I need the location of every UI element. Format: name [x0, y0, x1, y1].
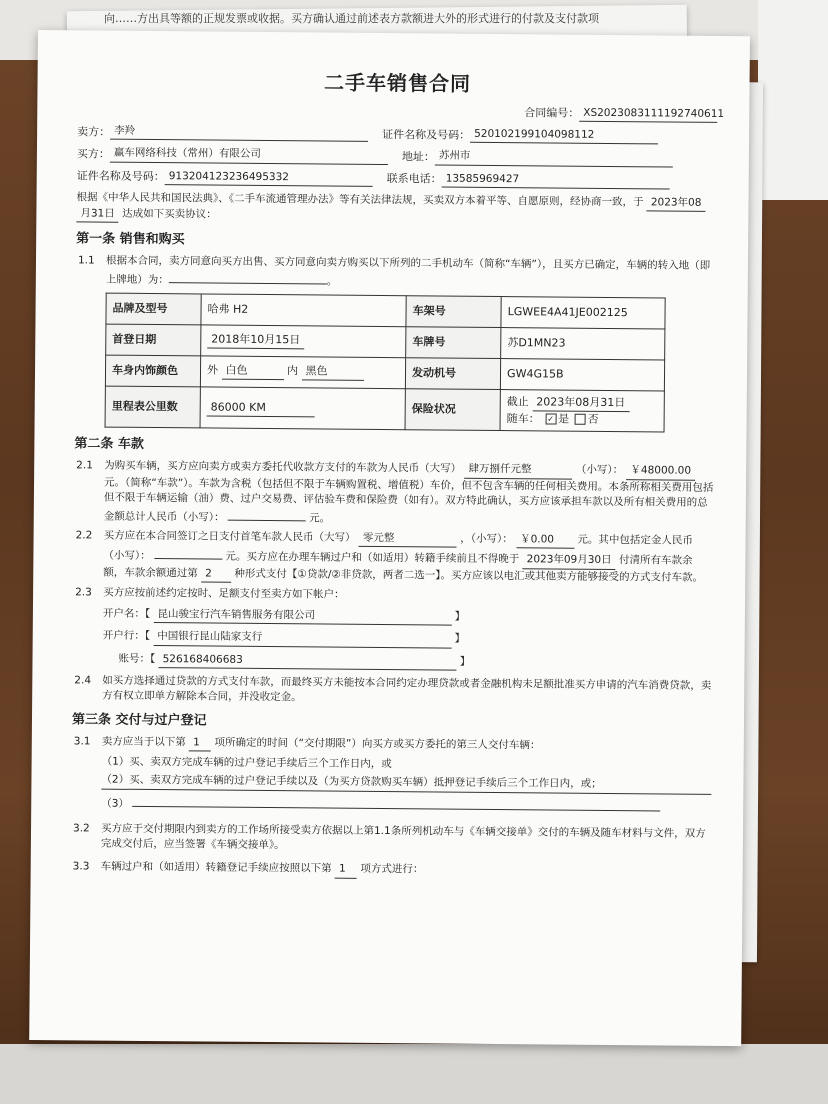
clause-text: （小写）： [575, 464, 624, 477]
clause-text: 车辆过户和（如适用）转籍登记手续应按照以下第 [100, 860, 332, 875]
underlying-sheet-text: 向……方出具等额的正规发票或收据。买方确认通过前述表方款额进大外的形式进行的付款及支付款项 [104, 12, 599, 25]
plate-label: 车牌号 [406, 326, 501, 358]
table-row [106, 293, 665, 329]
clause-text: 买方应在本合同签订之日支付首笔车款人民币（大写） [103, 529, 356, 544]
registration-date-value: 2018年10月15日 [207, 332, 304, 350]
delivery-option-1: （1）买、卖双方完成车辆的过户登记手续后三个工作日内，或 [101, 755, 392, 771]
checkbox-no-icon[interactable] [575, 414, 586, 425]
clause-number: 3.3 [72, 860, 90, 873]
clause-2-1 [74, 459, 715, 530]
buyer-address: 苏州市 [435, 149, 673, 167]
clause-text: 买方应按前述约定按时、足额支付至卖方如下帐户： [103, 586, 345, 601]
clause-number: 2.4 [74, 674, 92, 687]
contract-no: XS2023083111192740611 [579, 106, 717, 123]
delivery-option-3-blank [132, 793, 660, 812]
buyer-id-row [77, 168, 717, 190]
insurance-yes: 是 [558, 412, 570, 426]
clause-text: 买方应于交付期限内到卖方的工作场所接受卖方依据以上第1.1条所列机动车与《车辆交接单》交付的车辆及随车材料与文件，双方完成交付后，应当签署《车辆交接单》。 [100, 822, 706, 852]
price-amount: ￥48000.00 [626, 463, 695, 480]
vehicle-info-table [105, 292, 666, 433]
preamble-text-b: 达成如下买卖协议： [122, 207, 217, 221]
buyer-phone-label: 联系电话： [386, 171, 442, 186]
clause-text: 付清所有车款余额，车款余额通过第 [103, 554, 693, 580]
section-1-title: 第一条 销售和购买 [76, 231, 185, 248]
clause-text: 为购买车辆，买方应向卖方或卖方委托代收款方支付的车款为人民币（大写） [104, 459, 462, 476]
clause-text: ，（小写）： [460, 532, 513, 546]
account-bank-row [103, 629, 713, 651]
brand-label: 品牌及型号 [106, 293, 201, 325]
exterior-color: 白色 [221, 363, 283, 380]
plate-value: 苏D1MN23 [501, 327, 665, 359]
contract-title: 二手车销售合同 [323, 70, 472, 96]
delivery-option-3: （3） [101, 797, 129, 810]
interior-label: 内 [286, 364, 299, 378]
bracket-close: 】 [454, 632, 466, 646]
registration-place-blank [169, 270, 327, 285]
account-name-row [103, 607, 713, 629]
clause-text: 元。 [309, 512, 331, 525]
registration-date-label: 首登日期 [106, 324, 201, 356]
final-payment-date: 2023年09月30日 [523, 553, 616, 570]
seller-id-label: 证件名称及号码： [382, 127, 471, 142]
insurance-with-car-label: 随车： [506, 411, 540, 425]
account-bank-label: 开户行：【 [102, 629, 151, 643]
mileage-value: 86000 KM [207, 399, 315, 417]
buyer-label: 买方： [76, 147, 110, 161]
clause-number: 1.1 [77, 254, 95, 267]
contract-document [71, 66, 725, 885]
transfer-option-choice: 1 [335, 862, 357, 878]
account-number-label: 账号：【 [118, 652, 156, 665]
brand-value: 哈弗 H2 [201, 294, 406, 327]
clause-number: 2.3 [75, 586, 92, 599]
clause-text: 项所确定的时间（“交付期限”）向买方或买方委托的第三人交付车辆： [214, 736, 541, 752]
buyer-name: 赢车网络科技（常州）有限公司 [110, 146, 388, 165]
mileage-label: 里程表公里数 [105, 386, 200, 429]
clause-text: 如买方选择通过贷款的方式支付车款，而最终买方未能按本合同约定办理贷款或者金融机构未足额批准买方申请的汽车消费贷款，卖方有权立即单方解除本合同，并没收定金。 [102, 674, 712, 704]
clause-number: 3.2 [72, 822, 90, 835]
clause-text: 项方式进行： [360, 863, 424, 876]
clause-text: 根据本合同，卖方同意向买方出售、买方同意向卖方购买以下所列的二手机动车（简称“车辆”），且买方已确定，车辆的转入地（即上牌地）为： [105, 254, 711, 287]
buyer-id: 913204123236495332 [165, 169, 373, 187]
delivery-option-3-row [101, 792, 711, 817]
account-name: 昆山骏宝行汽车销售服务有限公司 [153, 607, 451, 626]
checkbox-yes-icon[interactable]: ✓ [545, 413, 556, 424]
clause-number: 2.2 [75, 529, 93, 542]
deposit-blank [154, 545, 222, 560]
exterior-label: 外 [206, 363, 219, 377]
table-row [105, 355, 664, 391]
buyer-row [77, 146, 717, 168]
seller-id: 520102199104098112 [470, 127, 658, 145]
first-payment-uppercase: 零元整 [359, 531, 457, 548]
contract-number-row [77, 101, 725, 123]
clause-number: 2.1 [76, 459, 93, 472]
clause-text: 元。（简称“车款”）。车款为含税（包括但不限于车辆购置税、增值税）车价，但不包含车辆的任何相关费用。本条所称相关费用包括但不限于车辆运输（油）费、过户交易费、评估验车费和保险费（如有）。双方特此确认，买方应该承担车款以及所有相关费用的总金额总计人民币（小写）： [103, 476, 714, 524]
clause-text: 元。买方应在办理车辆过户和（如适用）转籍手续前且不得晚于 [225, 551, 520, 566]
contract-paper [29, 30, 750, 1046]
engine-value: GW4G15B [500, 358, 664, 390]
clause-2-4 [72, 673, 712, 709]
account-bank: 中国银行昆山陆家支行 [153, 629, 451, 648]
clause-2-3 [73, 585, 713, 606]
background-window [758, 0, 828, 200]
seller-row [77, 124, 717, 146]
table-row [106, 324, 665, 360]
seller-name: 李羚 [110, 124, 368, 142]
bracket-close: 】 [459, 655, 471, 668]
contract-no-label: 合同编号： [524, 106, 580, 121]
clause-text: 种形式支付【①贷款/②非贷款，两者二选一】。买方应该以电汇或其他卖方能够接受的方式支付车款。 [234, 567, 704, 584]
preamble [76, 190, 716, 228]
clause-2-2 [73, 529, 713, 587]
table-row [105, 386, 664, 433]
buyer-address-label: 地址： [401, 149, 435, 164]
preamble-date-2: 月31日 [76, 206, 119, 223]
interior-color: 黑色 [301, 363, 363, 380]
clause-3-1 [72, 734, 712, 756]
seller-label: 卖方： [77, 124, 111, 139]
account-number: 526168406683 [159, 652, 457, 671]
clause-1-1 [76, 253, 716, 293]
section-2-title: 第二条 车款 [74, 436, 144, 453]
clause-number: 3.1 [73, 735, 91, 748]
preamble-date-1: 2023年08 [647, 195, 706, 212]
engine-label: 发动机号 [405, 357, 500, 389]
insurance-until-label: 截止 [506, 394, 529, 408]
total-amount-blank [228, 507, 306, 522]
payment-method: 2 [201, 566, 231, 582]
background-floor [0, 1044, 828, 1104]
preamble-text-a: 根据《中华人民共和国民法典》、《二手车流通管理办法》等有关法律法规，买卖双方本着平等、自愿原则，经协商一致，于 [76, 191, 644, 209]
account-name-label: 开户名：【 [102, 607, 151, 621]
account-number-row [118, 651, 712, 672]
price-uppercase: 肆万捌仟元整 [464, 462, 572, 479]
insurance-label: 保险状况 [405, 388, 500, 431]
insurance-no: 否 [587, 412, 599, 426]
clause-text: 卖方应当于以下第 [101, 735, 186, 749]
color-label: 车身内饰颜色 [105, 355, 200, 387]
buyer-phone: 13585969427 [442, 171, 670, 189]
clause-3-3 [71, 860, 711, 882]
section-3-title: 第三条 交付与过户登记 [71, 712, 207, 729]
clause-text: 元。其中包括定金人民币（小写）： [103, 533, 693, 563]
first-payment-amount: ￥0.00 [516, 532, 574, 549]
vin-value: LGWEE4A41JE002125 [501, 296, 665, 328]
clause-tail: 。 [326, 275, 338, 288]
buyer-id-label: 证件名称及号码： [76, 169, 165, 184]
clause-3-2 [71, 821, 711, 857]
delivery-option-2: （2）买、卖双方完成车辆的过户登记手续以及（为买方贷款购买车辆）抵押登记手续后三个工作日内，或； [101, 773, 711, 795]
delivery-option-choice: 1 [189, 735, 211, 751]
vin-label: 车架号 [406, 295, 501, 327]
bracket-close: 】 [454, 610, 466, 623]
insurance-until: 2023年08月31日 [532, 394, 629, 412]
